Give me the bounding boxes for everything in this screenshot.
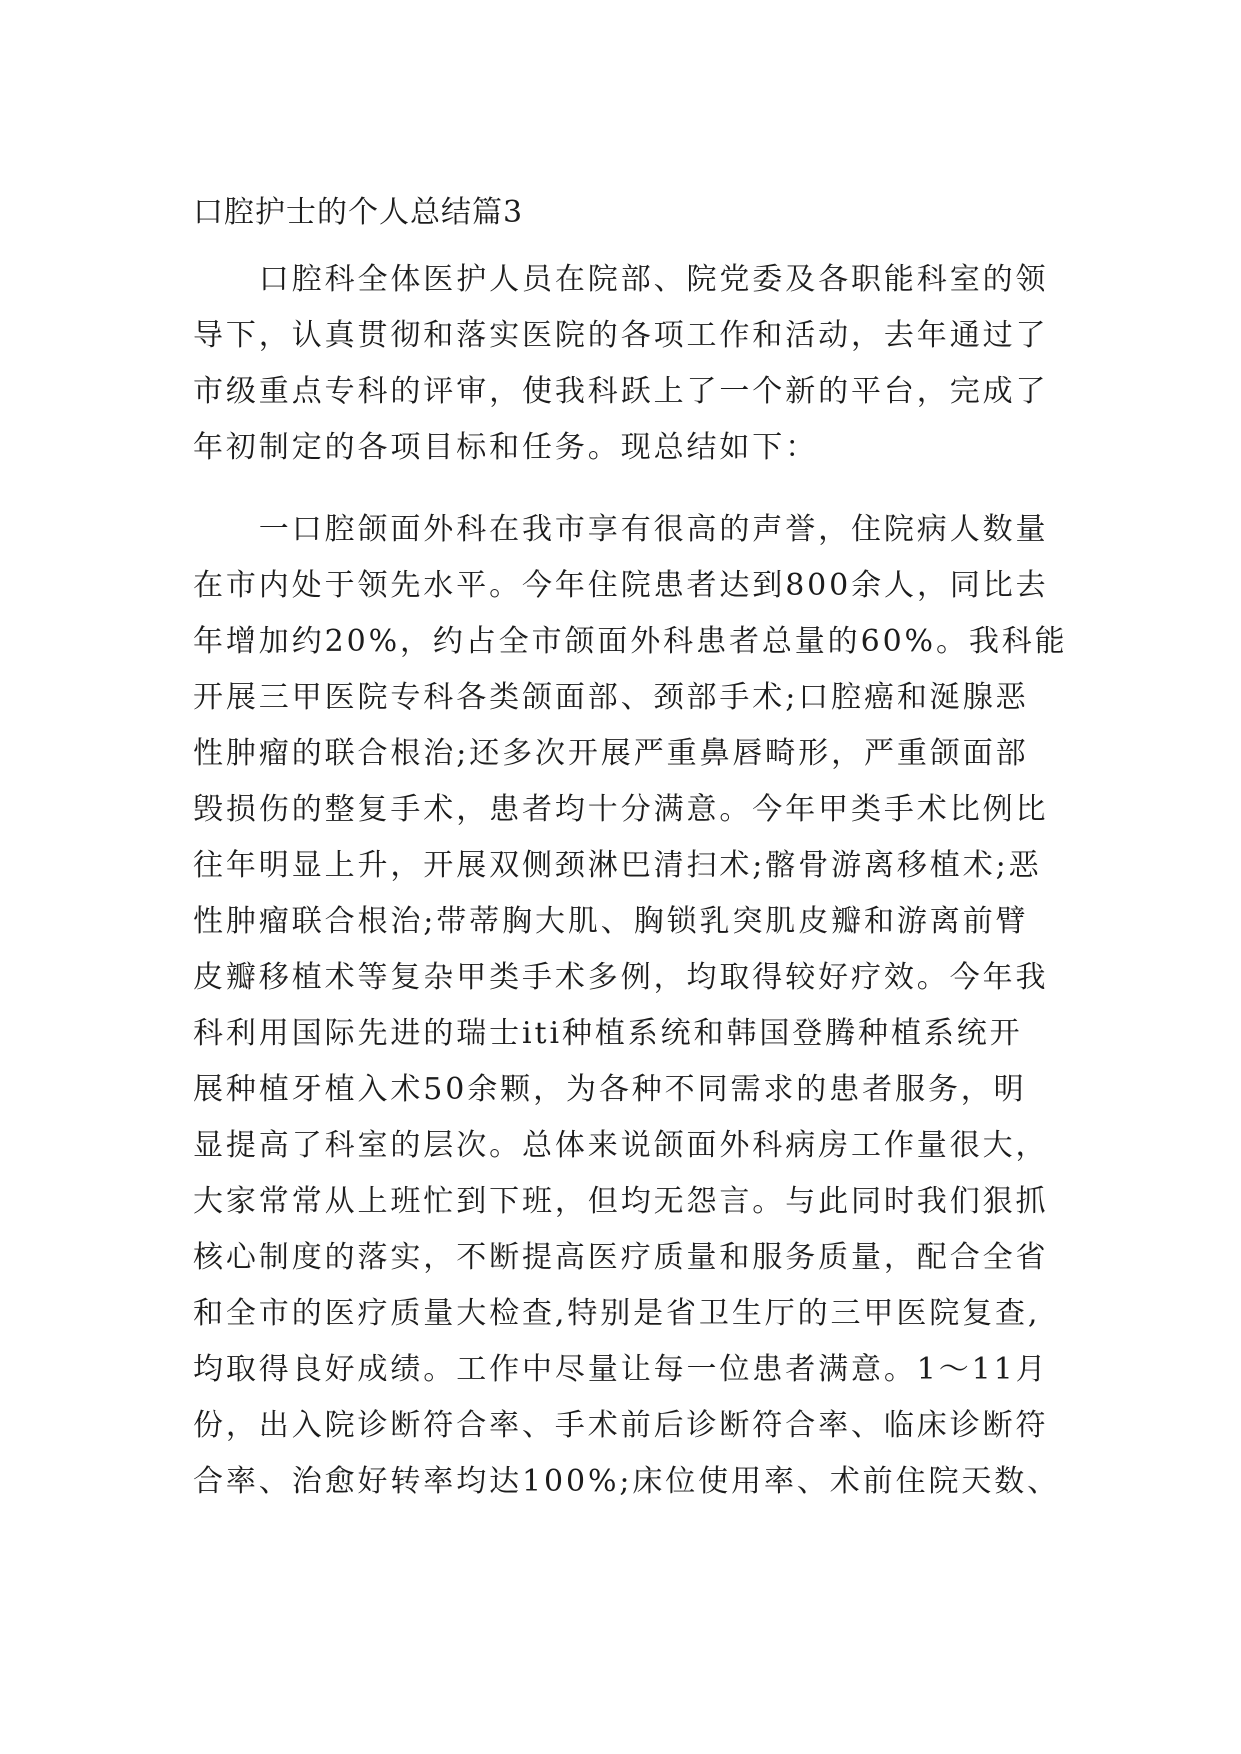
document-title: 口腔护士的个人总结篇3 bbox=[193, 195, 524, 230]
body-line: 显提高了科室的层次。总体来说颌面外科病房工作量很大， bbox=[193, 1128, 1049, 1163]
body-line: 导下，认真贯彻和落实医院的各项工作和活动，去年通过了 bbox=[193, 318, 1049, 353]
body-line: 年初制定的各项目标和任务。现总结如下： bbox=[193, 430, 819, 465]
body-line: 科利用国际先进的瑞士iti种植系统和韩国登腾种植系统开 bbox=[193, 1016, 1023, 1051]
body-line: 口腔科全体医护人员在院部、院党委及各职能科室的领 bbox=[193, 262, 1049, 297]
body-line: 核心制度的落实，不断提高医疗质量和服务质量，配合全省 bbox=[193, 1240, 1049, 1275]
body-line: 在市内处于领先水平。今年住院患者达到800余人，同比去 bbox=[193, 568, 1049, 603]
body-line: 性肿瘤的联合根治;还多次开展严重鼻唇畸形，严重颌面部 bbox=[193, 736, 1029, 771]
body-line: 展种植牙植入术50余颗，为各种不同需求的患者服务，明 bbox=[193, 1072, 1027, 1107]
body-line: 开展三甲医院专科各类颌面部、颈部手术;口腔癌和涎腺恶 bbox=[193, 680, 1029, 715]
body-line: 和全市的医疗质量大检查,特别是省卫生厅的三甲医院复查, bbox=[193, 1296, 1041, 1331]
body-line: 皮瓣移植术等复杂甲类手术多例，均取得较好疗效。今年我 bbox=[193, 960, 1049, 995]
body-line: 往年明显上升，开展双侧颈淋巴清扫术;髂骨游离移植术;恶 bbox=[193, 848, 1042, 883]
body-line: 大家常常从上班忙到下班，但均无怨言。与此同时我们狠抓 bbox=[193, 1184, 1049, 1219]
body-line: 份，出入院诊断符合率、手术前后诊断符合率、临床诊断符 bbox=[193, 1408, 1049, 1443]
body-line: 年增加约20%，约占全市颌面外科患者总量的60%。我科能 bbox=[193, 624, 1068, 659]
body-line: 合率、治愈好转率均达100%;床位使用率、术前住院天数、 bbox=[193, 1464, 1061, 1499]
body-line: 一口腔颌面外科在我市享有很高的声誉，住院病人数量 bbox=[193, 512, 1049, 547]
body-line: 性肿瘤联合根治;带蒂胸大肌、胸锁乳突肌皮瓣和游离前臂 bbox=[193, 904, 1029, 939]
body-line: 均取得良好成绩。工作中尽量让每一位患者满意。1～11月 bbox=[193, 1352, 1049, 1387]
body-line: 毁损伤的整复手术，患者均十分满意。今年甲类手术比例比 bbox=[193, 792, 1049, 827]
body-line: 市级重点专科的评审，使我科跃上了一个新的平台，完成了 bbox=[193, 374, 1049, 409]
